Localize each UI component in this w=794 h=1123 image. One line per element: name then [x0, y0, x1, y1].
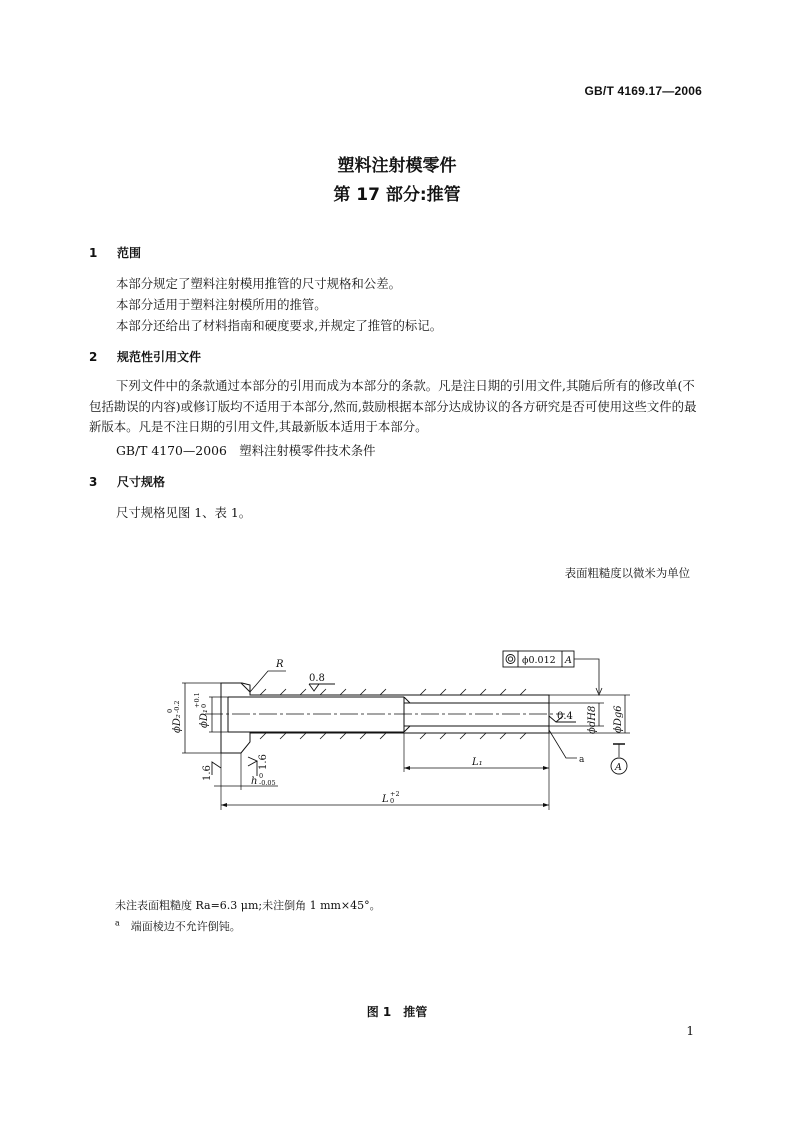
concentricity-icon [506, 655, 515, 664]
section-number: 1 [89, 246, 98, 260]
d1-tolerance-upper: +0.1 [193, 692, 201, 708]
d1-tolerance-lower: 0 [200, 703, 208, 708]
document-subtitle: 第 17 部分:推管 [333, 185, 461, 205]
step-chamfer-lower [404, 726, 410, 732]
roughness-unit-note: 表面粗糙度以微米为单位 [564, 566, 690, 580]
l1-label: L₁ [472, 757, 483, 768]
d2-tolerance-lower: -0.2 [173, 700, 181, 713]
d2-tolerance-upper: 0 [166, 708, 174, 713]
figure-footnote [115, 918, 241, 934]
dh8-label: ϕdH8 [587, 705, 598, 734]
figure-caption: 图 1 推管 [366, 1005, 428, 1019]
roughness-04-label: 0.4 [557, 711, 573, 722]
l-label: L [382, 794, 389, 805]
roughness-08-label: 0.8 [309, 673, 325, 684]
dg6-label: ϕDg6 [613, 705, 624, 733]
d1-label: ϕD₁ [199, 709, 210, 728]
l-tolerance-lower: 0 [390, 797, 395, 805]
h-label: h [251, 776, 258, 787]
step-chamfer [404, 697, 410, 703]
document-title: 塑料注射模零件 [337, 156, 457, 176]
tolerance-leader [574, 659, 599, 693]
footnote-text: 端面棱边不允许倒钝。 [130, 920, 241, 933]
d2-label: ϕD₂ [172, 714, 183, 733]
tolerance-value: ϕ0.012 [522, 655, 556, 666]
section-number: 2 [89, 350, 98, 364]
edge-note-leader [549, 730, 577, 758]
h-tolerance-lower: -0.05 [259, 779, 276, 787]
scope-line-2: 本部分适用于塑料注射模所用的推管。 [116, 297, 327, 312]
section-number: 3 [89, 475, 98, 489]
radius-leader [250, 671, 286, 692]
datum-label: A [615, 762, 622, 773]
dimensions-line: 尺寸规格见图 1、表 1。 [116, 505, 252, 520]
radius-label: R [276, 659, 284, 670]
tolerance-datum: A [565, 655, 572, 666]
scope-line-1: 本部分规定了塑料注射模用推管的尺寸规格和公差。 [116, 276, 401, 291]
footnote-mark: a [115, 918, 120, 928]
roughness-08-symbol [309, 684, 335, 691]
roughness-16-bottom-label: 1.6 [258, 754, 269, 770]
figure-note: 未注表面粗糙度 Ra=6.3 μm;未注倒角 1 mm×45°。 [115, 899, 381, 912]
reference-entry: GB/T 4170—2006 塑料注射模零件技术条件 [116, 443, 376, 458]
section-title: 规范性引用文件 [117, 350, 202, 364]
scope-line-3: 本部分还给出了材料指南和硬度要求,并规定了推管的标记。 [116, 318, 443, 333]
part-outline [221, 683, 549, 753]
section-title: 尺寸规格 [117, 475, 166, 489]
roughness-16-bottom-symbol [248, 757, 257, 776]
roughness-16-left-label: 1.6 [202, 765, 213, 781]
edge-note-label: a [579, 755, 585, 765]
l-tolerance-upper: +2 [390, 790, 400, 798]
standard-number: GB/T 4169.17—2006 [584, 84, 702, 98]
page-number: 1 [686, 1024, 694, 1038]
h-tolerance-upper: 0 [259, 772, 264, 780]
roughness-16-left-symbol [212, 762, 221, 775]
section-title: 范围 [117, 246, 142, 260]
normative-references-paragraph: 下列文件中的条款通过本部分的引用而成为本部分的条款。凡是注日期的引用文件,其随后所有的修改单(不包括勘误的内容)或修订版均不适用于本部分,然而,鼓励根据本部分达成协议的各方研究是否可使用这些文件的最新版本。凡是不注日期的引用文件,其最新版本适用于本部分。 [89, 378, 697, 434]
